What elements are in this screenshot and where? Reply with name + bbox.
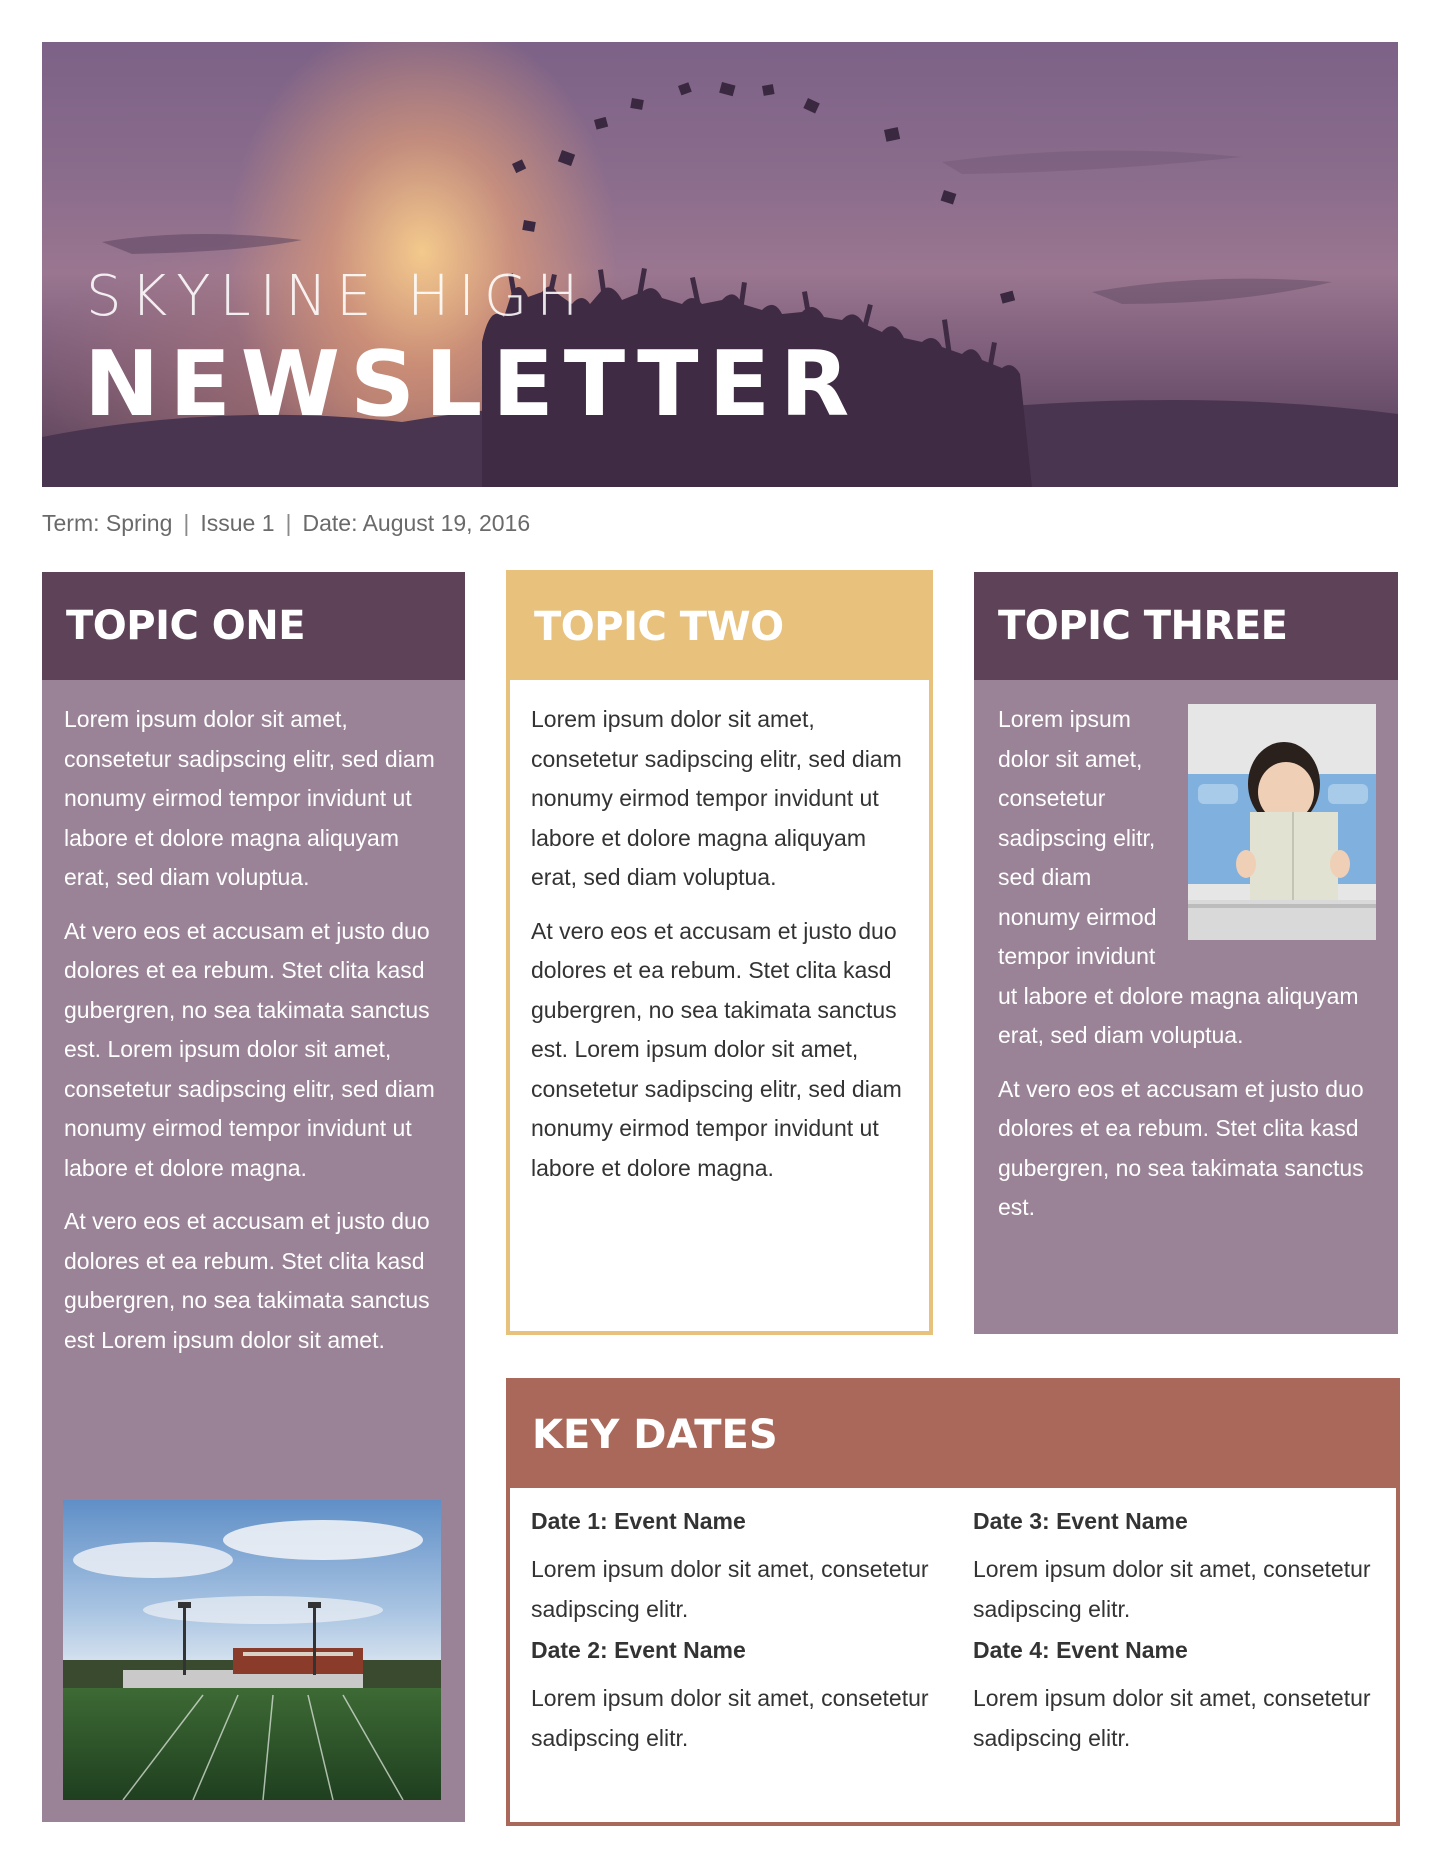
topic-two-section bbox=[506, 570, 933, 1335]
topic-one-paragraph: Lorem ipsum dolor sit amet, consetetur sadipscing elitr, sed diam nonumy eirmod tempor invidunt ut labore et dolore magna aliquyam erat, sed diam voluptua. bbox=[64, 706, 435, 890]
key-date-item bbox=[531, 1506, 973, 1629]
event-description: Lorem ipsum dolor sit amet, consetetur sadipscing elitr. bbox=[973, 1556, 1371, 1622]
key-date-item bbox=[973, 1506, 1393, 1629]
topic-one-paragraph: At vero eos et accusam et justo duo dolores et ea rebum. Stet clita kasd gubergren, no sea takimata sanctus est Lorem ipsum dolor sit amet. bbox=[64, 1208, 430, 1353]
topic-two-body bbox=[510, 680, 929, 1188]
topic-three-paragraph: At vero eos et accusam et justo duo dolores et ea rebum. Stet clita kasd gubergren, no sea takimata sanctus est. bbox=[998, 1075, 1364, 1220]
header-banner bbox=[42, 42, 1398, 487]
event-name: Date 2: Event Name bbox=[531, 1637, 746, 1663]
topic-two-paragraph: Lorem ipsum dolor sit amet, consetetur sadipscing elitr, sed diam nonumy eirmod tempor invidunt ut labore et dolore magna aliquyam erat, sed diam voluptua. bbox=[531, 706, 902, 890]
key-date-item bbox=[973, 1635, 1393, 1758]
term-label: Term: Spring bbox=[42, 510, 173, 536]
event-name: Date 3: Event Name bbox=[973, 1508, 1188, 1534]
newsletter-title: NEWSLETTER bbox=[84, 332, 860, 437]
event-name: Date 4: Event Name bbox=[973, 1637, 1188, 1663]
meta-separator: | bbox=[183, 510, 190, 536]
key-dates-list bbox=[510, 1488, 1396, 1764]
topic-two-heading: TOPIC TWO bbox=[510, 574, 929, 680]
stadium-photo bbox=[63, 1500, 441, 1800]
meta-separator: | bbox=[285, 510, 292, 536]
topic-three-paragraph: Lorem ipsum dolor sit amet, consetetur sadipscing elitr, sed diam nonumy eirmod tempor invidunt ut labore et dolore magna aliquyam erat, sed diam voluptua. bbox=[998, 706, 1359, 1048]
topic-three-heading: TOPIC THREE bbox=[974, 572, 1398, 680]
key-date-item bbox=[531, 1635, 973, 1758]
issue-label: Issue 1 bbox=[200, 510, 275, 536]
key-dates-section bbox=[506, 1378, 1400, 1826]
date-label: Date: August 19, 2016 bbox=[302, 510, 531, 536]
student-reading-photo bbox=[1188, 704, 1376, 940]
topic-one-heading: TOPIC ONE bbox=[42, 572, 465, 680]
topic-one-body bbox=[42, 680, 465, 1360]
topic-three-body bbox=[974, 680, 1398, 1228]
event-description: Lorem ipsum dolor sit amet, consetetur sadipscing elitr. bbox=[531, 1685, 929, 1751]
school-name: SKYLINE HIGH bbox=[86, 264, 588, 329]
event-description: Lorem ipsum dolor sit amet, consetetur sadipscing elitr. bbox=[531, 1556, 929, 1622]
event-name: Date 1: Event Name bbox=[531, 1508, 746, 1534]
topic-three-section bbox=[974, 572, 1398, 1334]
event-description: Lorem ipsum dolor sit amet, consetetur sadipscing elitr. bbox=[973, 1685, 1371, 1751]
key-dates-heading: KEY DATES bbox=[510, 1382, 1396, 1488]
topic-two-paragraph: At vero eos et accusam et justo duo dolores et ea rebum. Stet clita kasd gubergren, no sea takimata sanctus est. Lorem ipsum dolor sit amet, consetetur sadipscing elitr, sed diam nonumy eirmod tempor invidunt ut labore et dolore magna. bbox=[531, 917, 902, 1181]
topic-one-paragraph: At vero eos et accusam et justo duo dolores et ea rebum. Stet clita kasd gubergren, no sea takimata sanctus est. Lorem ipsum dolor sit amet, consetetur sadipscing elitr, sed diam nonumy eirmod tempor invidunt ut labore et dolore magna. bbox=[64, 917, 435, 1181]
issue-meta bbox=[42, 510, 530, 537]
